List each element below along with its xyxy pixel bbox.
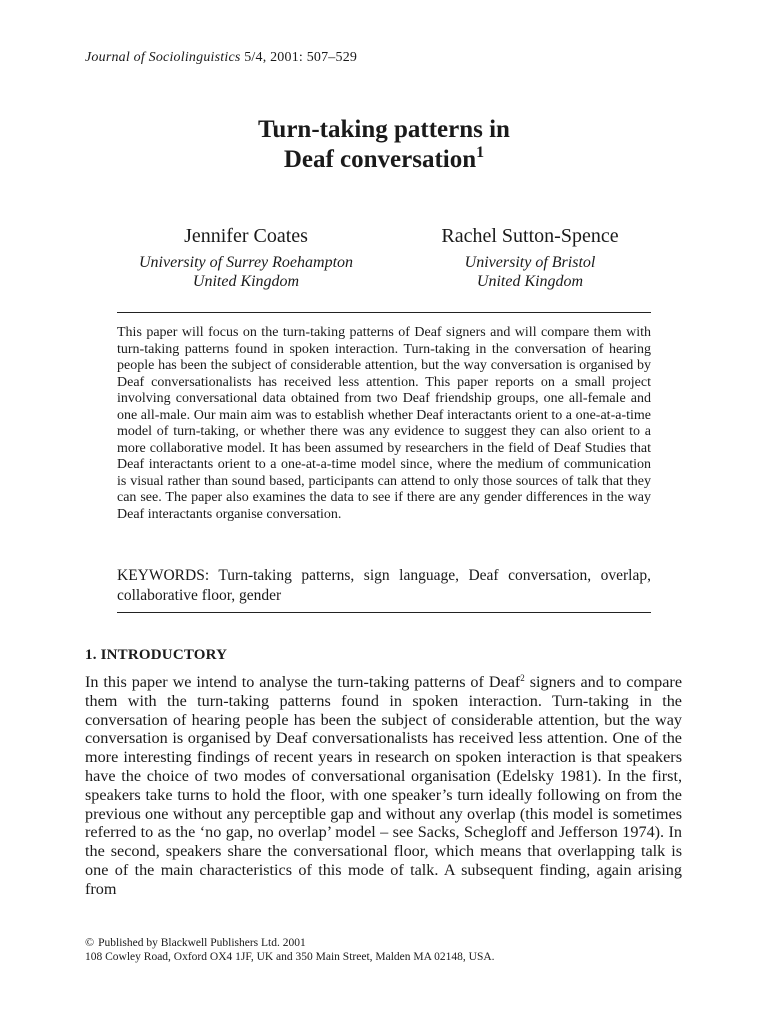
abstract-bottom-rule [117, 612, 651, 613]
journal-name: Journal of Sociolinguistics [85, 50, 241, 65]
title-line-2-text: Deaf conversation [283, 146, 477, 173]
title-footnote-marker: 1 [476, 144, 485, 161]
footer-address: 108 Cowley Road, Oxford OX4 1JF, UK and 350 Main Street, Malden MA 02148, USA. [85, 951, 495, 963]
footer-line-1 [85, 935, 685, 950]
author-1-country: United Kingdom [192, 273, 300, 290]
copyright-icon: © [85, 935, 95, 949]
author-1-affiliation: University of Surrey Roehampton [138, 254, 354, 271]
journal-volume-pages: 5/4, 2001: 507–529 [244, 50, 358, 65]
section-heading: 1. INTRODUCTORY [85, 647, 228, 663]
abstract: This paper will focus on the turn-taking patterns of Deaf signers and will compare them with turn-taking patterns found in spoken interaction. Turn-taking in the conversation of hearing people has been the subject of considerable attention, but the way conversation is organised by Deaf conversationalists has received less attention. This paper reports on a small project involving conversational data obtained from two Deaf friendship groups, one all-female and one all-male. Our main aim was to establish whether Deaf interactants orient to a one-at-a-time model of turn-taking, or whether there was any evidence to suggest they can also orient to a more collaborative model. It has been assumed by researchers in the field of Deaf Studies that Deaf interactants orient to a one-at-a-time model since, where the medium of communication is visual rather than sound based, participants can attend to only those sources of talk that they can see. The paper also examines the data to see if there are any gender differences in the way Deaf interactants organise conversation. [117, 325, 651, 522]
author-2 [380, 223, 680, 291]
title-line-2 [0, 145, 768, 175]
intro-text-rest: signers and to compare them with the turn-taking patterns found in spoken interaction. Turn-taking in the conversation of hearing people has been the subject of considerable attention, but the way conversation is organised by Deaf conversationalists has received less attention. One of the more interesting findings of recent years in research on spoken interaction is that speakers have the choice of two modes of conversational organisation (Edelsky 1981). In the first, speakers take turns to hold the floor, with one speaker’s turn ideally following on from the previous one without any perceptible gap and without any overlap (this model is sometimes referred to as the ‘no gap, no overlap’ model – see Sacks, Schegloff and Jefferson 1974). In the second, speakers share the conversational floor, which means that overlapping talk is one of the main characteristics of this mode of talk. A subsequent finding, again arising from [85, 673, 683, 898]
paper-title [0, 115, 768, 175]
author-2-name: Rachel Sutton-Spence [441, 225, 619, 247]
author-1-name: Jennifer Coates [184, 225, 308, 247]
intro-paragraph [85, 673, 682, 899]
publisher-footer [85, 935, 685, 964]
author-2-country: United Kingdom [476, 273, 584, 290]
author-2-affiliation: University of Bristol [464, 254, 596, 271]
abstract-top-rule [117, 312, 651, 313]
intro-text-start: In this paper we intend to analyse the turn-taking patterns of Deaf [85, 673, 521, 691]
title-line-1: Turn-taking patterns in [258, 116, 510, 143]
journal-citation [85, 50, 357, 66]
footer-publisher: Published by Blackwell Publishers Ltd. 2001 [98, 937, 306, 949]
footnote-marker-2: 2 [520, 673, 525, 683]
author-1 [96, 223, 396, 291]
keywords: KEYWORDS: Turn-taking patterns, sign language, Deaf conversation, overlap, collaborative floor, gender [117, 567, 651, 604]
